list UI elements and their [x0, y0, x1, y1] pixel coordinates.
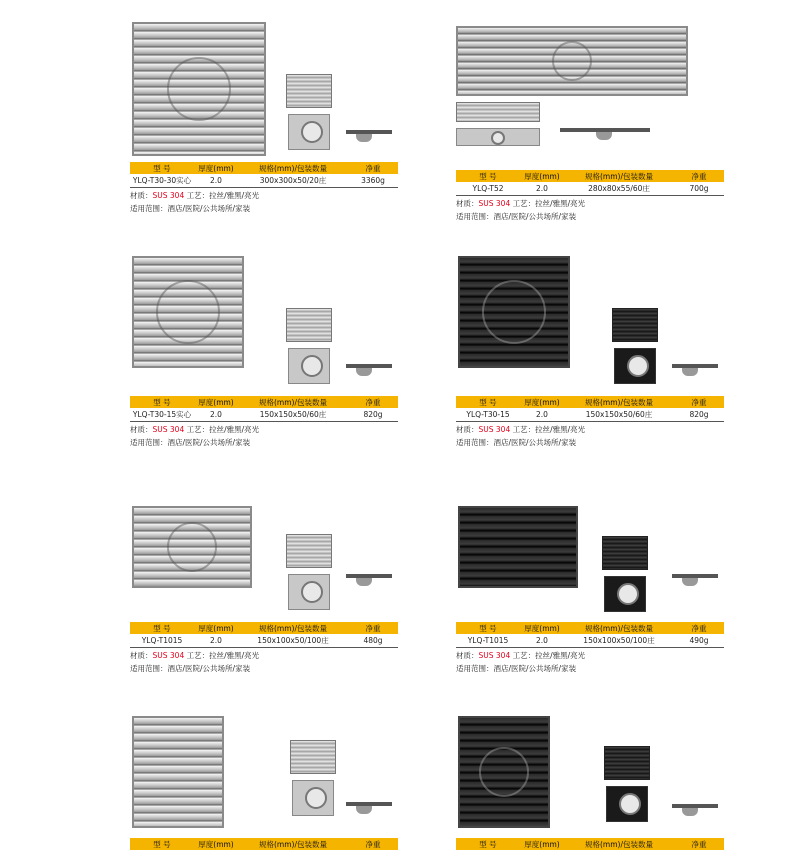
product-images: [456, 256, 724, 396]
product-card-7: [130, 716, 398, 850]
product-card-8: [456, 716, 724, 850]
drain-parts-image: [286, 74, 332, 154]
product-images: [456, 716, 724, 838]
drain-side-view-image: [672, 804, 718, 816]
drain-cover-image: [456, 26, 688, 96]
drain-side-view-image: [560, 128, 650, 140]
product-card-2: [456, 26, 724, 222]
spec-table: 型 号 厚度(mm) 规格(mm)/包装数量 净重 YLQ-T1015 2.0 150x100x50/100庄 480g: [130, 622, 398, 648]
drain-side-view-image: [346, 364, 392, 376]
product-card-6: [456, 482, 724, 674]
product-images: [130, 716, 398, 838]
product-card-1: [130, 22, 398, 214]
drain-cover-image: [458, 506, 578, 588]
spec-table: 型 号 厚度(mm) 规格(mm)/包装数量 净重: [130, 838, 398, 850]
spec-table: 型 号 厚度(mm) 规格(mm)/包装数量 净重 YLQ-T30-15 2.0 150x150x50/60庄 820g: [456, 396, 724, 422]
spec-table: 型 号 厚度(mm) 规格(mm)/包装数量 净重 YLQ-T1015 2.0 150x100x50/100庄 490g: [456, 622, 724, 648]
drain-side-view-image: [672, 574, 718, 586]
drain-parts-image: [286, 308, 332, 388]
drain-cover-image: [132, 716, 224, 828]
drain-cover-image: [458, 256, 570, 368]
drain-side-view-image: [346, 130, 392, 142]
drain-parts-image: [290, 740, 336, 820]
scope-line: 适用范围：酒店/医院/公共场所/家装: [456, 437, 577, 447]
material-line: 材质：SUS 304 工艺：拉丝/雅黑/亮光: [456, 650, 586, 660]
drain-parts-image: [286, 534, 332, 614]
drain-parts-image: [604, 746, 650, 826]
drain-side-view-image: [346, 574, 392, 586]
model: YLQ-T30-15: [456, 408, 520, 421]
model: YLQ-T1015: [456, 634, 520, 647]
product-card-4: [456, 256, 724, 448]
drain-cover-image: [458, 716, 550, 828]
scope-line: 适用范围：酒店/医院/公共场所/家装: [130, 203, 251, 213]
drain-cover-image: [132, 506, 252, 588]
drain-side-view-image: [672, 364, 718, 376]
model: YLQ-T30-30实心: [130, 174, 194, 187]
scope-line: 适用范围：酒店/医院/公共场所/家装: [130, 437, 251, 447]
product-images: [456, 26, 724, 170]
material-line: 材质：SUS 304 工艺：拉丝/雅黑/亮光: [456, 424, 586, 434]
model: YLQ-T1015: [130, 634, 194, 647]
spec-table: 型 号 厚度(mm) 规格(mm)/包装数量 净重: [456, 838, 724, 850]
spec-table: 型 号 厚度(mm) 规格(mm)/包装数量 净重 YLQ-T52 2.0 280x80x55/60庄 700g: [456, 170, 724, 196]
model: YLQ-T30-15实心: [130, 408, 194, 421]
product-card-3: [130, 256, 398, 448]
material-line: 材质：SUS 304 工艺：拉丝/雅黑/亮光: [130, 650, 260, 660]
spec-table: 型 号 厚度(mm) 规格(mm)/包装数量 净重 YLQ-T30-15实心 2.0 150x150x50/60庄 820g: [130, 396, 398, 422]
scope-line: 适用范围：酒店/医院/公共场所/家装: [456, 211, 577, 221]
drain-parts-image: [456, 102, 540, 162]
spec-table: 型 号 厚度(mm) 规格(mm)/包装数量 净重 YLQ-T30-30实心 2.0 300x300x50/20庄 3360g: [130, 162, 398, 188]
scope-line: 适用范围：酒店/医院/公共场所/家装: [130, 663, 251, 673]
model: YLQ-T52: [456, 182, 520, 195]
drain-parts-image: [602, 536, 648, 616]
drain-side-view-image: [346, 802, 392, 814]
material-line: 材质：SUS 304 工艺：拉丝/雅黑/亮光: [130, 424, 260, 434]
product-images: [130, 22, 398, 162]
product-images: [456, 482, 724, 622]
drain-parts-image: [612, 308, 658, 388]
product-images: [130, 482, 398, 622]
drain-cover-image: [132, 256, 244, 368]
drain-cover-image: [132, 22, 266, 156]
scope-line: 适用范围：酒店/医院/公共场所/家装: [456, 663, 577, 673]
product-images: [130, 256, 398, 396]
product-card-5: [130, 482, 398, 674]
material-line: 材质：SUS 304 工艺：拉丝/雅黑/亮光: [456, 198, 586, 208]
material-line: 材质：SUS 304 工艺：拉丝/雅黑/亮光: [130, 190, 260, 200]
